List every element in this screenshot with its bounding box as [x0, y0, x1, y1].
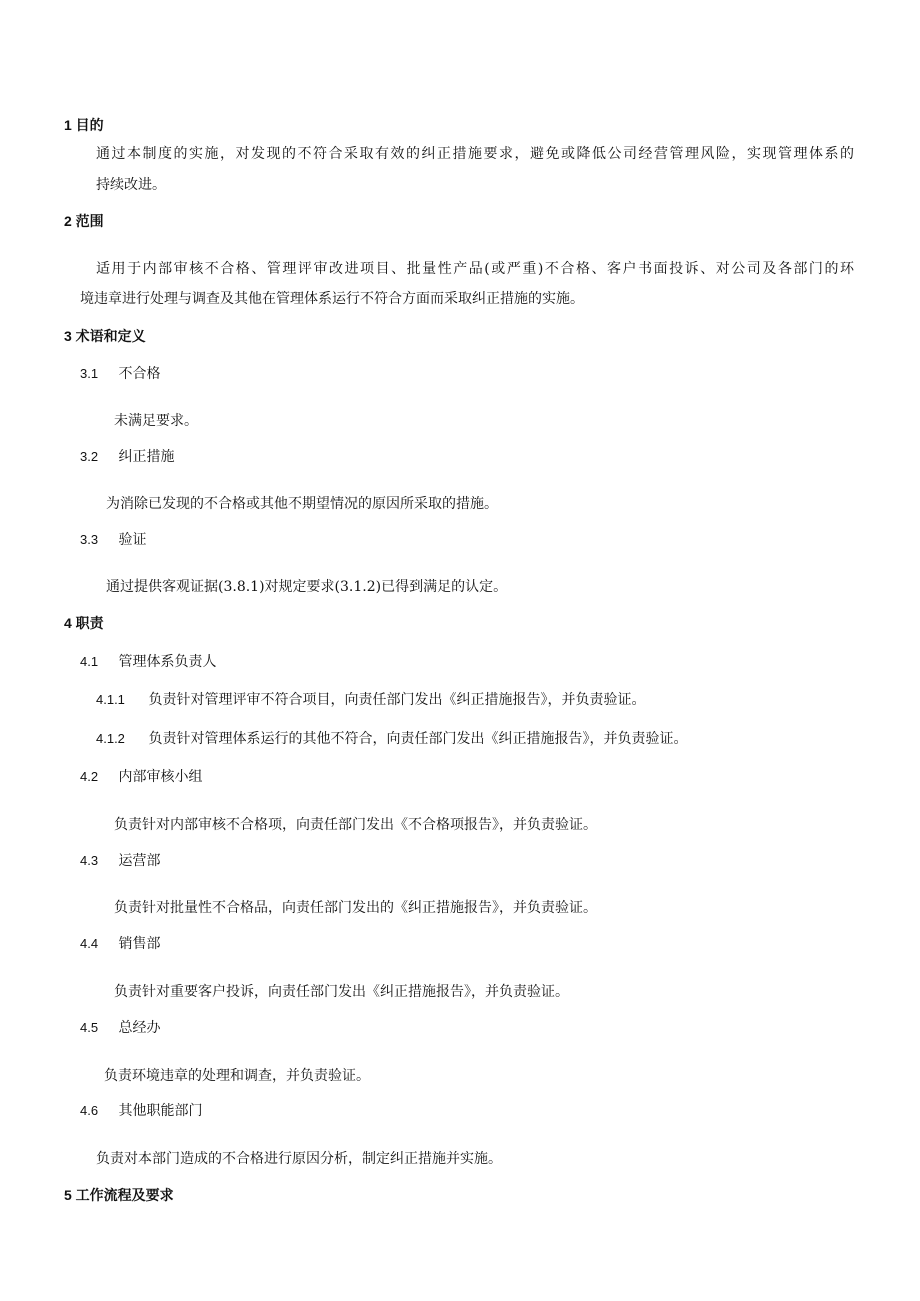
- clause-number: 4.5: [80, 1020, 99, 1035]
- role-name: 总经办: [118, 1020, 161, 1036]
- role-name: 其他职能部门: [118, 1103, 203, 1119]
- term-3-3-definition: 通过提供客观证据(3.8.1)对规定要求(3.1.2)已得到满足的认定。: [106, 579, 508, 595]
- duty-4-2-title: [80, 767, 202, 787]
- term-3-1-title: [80, 364, 160, 384]
- term-name: 不合格: [118, 366, 161, 382]
- duty-4-5-title: [80, 1018, 160, 1038]
- clause-number: 4.3: [80, 853, 99, 868]
- duty-4-1-1: [96, 690, 645, 710]
- role-name: 内部审核小组: [118, 769, 203, 785]
- term-3-1-definition: 未满足要求。: [114, 413, 198, 429]
- clause-number: 4.2: [80, 769, 99, 784]
- section-1-heading: 1 目的: [64, 117, 104, 133]
- duty-4-3-text: 负责针对批量性不合格品，向责任部门发出的《纠正措施报告》，并负责验证。: [114, 900, 597, 916]
- role-name: 管理体系负责人: [118, 654, 217, 670]
- duty-4-1-title: [80, 652, 216, 672]
- duty-4-4-text: 负责针对重要客户投诉，向责任部门发出《纠正措施报告》，并负责验证。: [114, 984, 569, 1000]
- duty-4-5-text: 负责环境违章的处理和调查，并负责验证。: [104, 1068, 370, 1084]
- term-3-3-title: [80, 530, 146, 550]
- role-name: 销售部: [118, 936, 161, 952]
- clause-number: 4.1: [80, 654, 99, 669]
- term-name: 验证: [118, 532, 147, 548]
- clause-number: 3.1: [80, 366, 99, 381]
- duty-text: 负责针对管理体系运行的其他不符合，向责任部门发出《纠正措施报告》，并负责验证。: [148, 731, 688, 747]
- section-2-paragraph-line-2: 境违章进行处理与调查及其他在管理体系运行不符合方面而采取纠正措施的实施。: [80, 291, 584, 307]
- clause-number: 4.6: [80, 1103, 99, 1118]
- role-name: 运营部: [118, 853, 161, 869]
- duty-4-1-2: [96, 729, 687, 749]
- clause-number: 3.2: [80, 449, 99, 464]
- clause-number: 3.3: [80, 532, 99, 547]
- duty-text: 负责针对管理评审不符合项目，向责任部门发出《纠正措施报告》，并负责验证。: [148, 692, 646, 708]
- section-4-heading: 4 职责: [64, 615, 104, 631]
- duty-4-2-text: 负责针对内部审核不合格项，向责任部门发出《不合格项报告》，并负责验证。: [114, 817, 597, 833]
- clause-number: 4.1.1: [96, 692, 125, 707]
- clause-number: 4.4: [80, 936, 99, 951]
- section-1-paragraph-line-2: 持续改进。: [96, 177, 166, 193]
- duty-4-4-title: [80, 934, 160, 954]
- section-5-heading: 5 工作流程及要求: [64, 1187, 174, 1203]
- section-3-heading: 3 术语和定义: [64, 328, 146, 344]
- section-1-paragraph-line-1: 通过本制度的实施，对发现的不符合采取有效的纠正措施要求，避免或降低公司经营管理风险，实现管理体系的: [96, 146, 854, 162]
- duty-4-6-title: [80, 1101, 202, 1121]
- term-3-2-definition: 为消除已发现的不合格或其他不期望情况的原因所采取的措施。: [106, 496, 498, 512]
- clause-number: 4.1.2: [96, 731, 125, 746]
- duty-4-6-text: 负责对本部门造成的不合格进行原因分析，制定纠正措施并实施。: [96, 1151, 502, 1167]
- term-3-2-title: [80, 447, 174, 467]
- section-2-paragraph-line-1: 适用于内部审核不合格、管理评审改进项目、批量性产品(或严重)不合格、客户书面投诉、对公司及各部门的环: [96, 261, 854, 277]
- term-name: 纠正措施: [118, 449, 175, 465]
- section-2-heading: 2 范围: [64, 213, 104, 229]
- duty-4-3-title: [80, 851, 160, 871]
